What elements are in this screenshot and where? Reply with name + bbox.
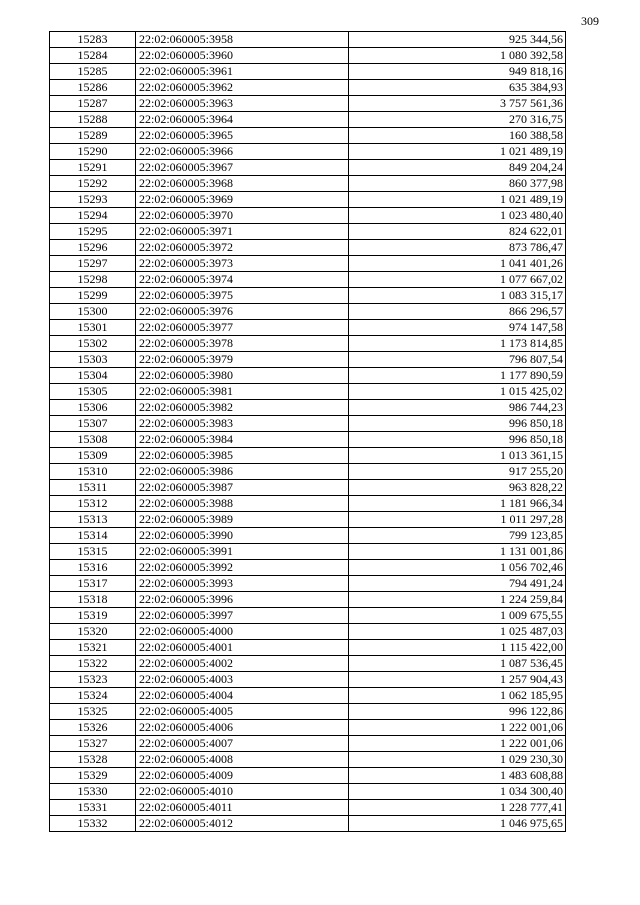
table-row xyxy=(50,304,566,320)
cadastral-number-cell: 22:02:060005:4011 xyxy=(136,800,349,816)
cadastral-number-cell: 22:02:060005:3962 xyxy=(136,80,349,96)
table-row xyxy=(50,272,566,288)
row-number-cell: 15307 xyxy=(50,416,136,432)
row-number-cell: 15320 xyxy=(50,624,136,640)
cadastral-value-cell: 1 115 422,00 xyxy=(349,640,566,656)
cadastral-value-cell: 1 021 489,19 xyxy=(349,192,566,208)
table-row xyxy=(50,208,566,224)
cadastral-value-cell: 3 757 561,36 xyxy=(349,96,566,112)
table-row xyxy=(50,496,566,512)
cadastral-number-cell: 22:02:060005:3985 xyxy=(136,448,349,464)
cadastral-number-cell: 22:02:060005:3990 xyxy=(136,528,349,544)
cadastral-value-cell: 974 147,58 xyxy=(349,320,566,336)
table-row xyxy=(50,80,566,96)
cadastral-number-cell: 22:02:060005:4004 xyxy=(136,688,349,704)
cadastral-value-cell: 160 388,58 xyxy=(349,128,566,144)
cadastral-number-cell: 22:02:060005:3979 xyxy=(136,352,349,368)
table-row xyxy=(50,784,566,800)
cadastral-number-cell: 22:02:060005:3960 xyxy=(136,48,349,64)
row-number-cell: 15329 xyxy=(50,768,136,784)
table-row xyxy=(50,128,566,144)
row-number-cell: 15297 xyxy=(50,256,136,272)
row-number-cell: 15301 xyxy=(50,320,136,336)
table-row xyxy=(50,752,566,768)
cadastral-value-cell: 925 344,56 xyxy=(349,32,566,48)
table-row xyxy=(50,640,566,656)
page-number: 309 xyxy=(581,14,599,28)
row-number-cell: 15288 xyxy=(50,112,136,128)
row-number-cell: 15332 xyxy=(50,816,136,832)
cadastral-value-cell: 1 062 185,95 xyxy=(349,688,566,704)
cadastral-value-cell: 996 850,18 xyxy=(349,416,566,432)
row-number-cell: 15292 xyxy=(50,176,136,192)
cadastral-number-cell: 22:02:060005:4005 xyxy=(136,704,349,720)
row-number-cell: 15309 xyxy=(50,448,136,464)
table-row xyxy=(50,240,566,256)
cadastral-value-cell: 1 013 361,15 xyxy=(349,448,566,464)
row-number-cell: 15285 xyxy=(50,64,136,80)
cadastral-number-cell: 22:02:060005:3976 xyxy=(136,304,349,320)
cadastral-number-cell: 22:02:060005:3986 xyxy=(136,464,349,480)
cadastral-value-cell: 1 222 001,06 xyxy=(349,736,566,752)
cadastral-number-cell: 22:02:060005:4002 xyxy=(136,656,349,672)
cadastral-number-cell: 22:02:060005:3989 xyxy=(136,512,349,528)
cadastral-value-cell: 1 222 001,06 xyxy=(349,720,566,736)
table-row xyxy=(50,320,566,336)
row-number-cell: 15299 xyxy=(50,288,136,304)
row-number-cell: 15296 xyxy=(50,240,136,256)
cadastral-number-cell: 22:02:060005:3966 xyxy=(136,144,349,160)
row-number-cell: 15315 xyxy=(50,544,136,560)
table-row xyxy=(50,336,566,352)
cadastral-number-cell: 22:02:060005:4009 xyxy=(136,768,349,784)
cadastral-number-cell: 22:02:060005:3963 xyxy=(136,96,349,112)
cadastral-number-cell: 22:02:060005:3987 xyxy=(136,480,349,496)
table-row xyxy=(50,720,566,736)
cadastral-number-cell: 22:02:060005:3974 xyxy=(136,272,349,288)
table-row xyxy=(50,816,566,832)
row-number-cell: 15311 xyxy=(50,480,136,496)
cadastral-number-cell: 22:02:060005:3972 xyxy=(136,240,349,256)
cadastral-number-cell: 22:02:060005:3984 xyxy=(136,432,349,448)
cadastral-number-cell: 22:02:060005:3970 xyxy=(136,208,349,224)
table-row xyxy=(50,160,566,176)
cadastral-value-cell: 1 131 001,86 xyxy=(349,544,566,560)
cadastral-value-cell: 270 316,75 xyxy=(349,112,566,128)
table-row xyxy=(50,48,566,64)
cadastral-value-cell: 860 377,98 xyxy=(349,176,566,192)
table-row xyxy=(50,576,566,592)
cadastral-value-cell: 1 483 608,88 xyxy=(349,768,566,784)
cadastral-value-cell: 1 029 230,30 xyxy=(349,752,566,768)
cadastral-value-cell: 963 828,22 xyxy=(349,480,566,496)
row-number-cell: 15312 xyxy=(50,496,136,512)
table-row xyxy=(50,144,566,160)
table-row xyxy=(50,480,566,496)
row-number-cell: 15284 xyxy=(50,48,136,64)
cadastral-value-cell: 1 257 904,43 xyxy=(349,672,566,688)
row-number-cell: 15313 xyxy=(50,512,136,528)
table-row xyxy=(50,608,566,624)
cadastral-value-cell: 1 011 297,28 xyxy=(349,512,566,528)
cadastral-number-cell: 22:02:060005:3993 xyxy=(136,576,349,592)
row-number-cell: 15300 xyxy=(50,304,136,320)
table-row xyxy=(50,224,566,240)
cadastral-value-cell: 1 009 675,55 xyxy=(349,608,566,624)
cadastral-number-cell: 22:02:060005:3973 xyxy=(136,256,349,272)
cadastral-value-cell: 1 021 489,19 xyxy=(349,144,566,160)
table-row xyxy=(50,256,566,272)
row-number-cell: 15322 xyxy=(50,656,136,672)
cadastral-number-cell: 22:02:060005:3997 xyxy=(136,608,349,624)
row-number-cell: 15324 xyxy=(50,688,136,704)
row-number-cell: 15287 xyxy=(50,96,136,112)
row-number-cell: 15325 xyxy=(50,704,136,720)
cadastral-number-cell: 22:02:060005:3983 xyxy=(136,416,349,432)
cadastral-number-cell: 22:02:060005:3991 xyxy=(136,544,349,560)
cadastral-value-cell: 1 015 425,02 xyxy=(349,384,566,400)
cadastral-value-cell: 1 083 315,17 xyxy=(349,288,566,304)
cadastral-number-cell: 22:02:060005:4000 xyxy=(136,624,349,640)
cadastral-number-cell: 22:02:060005:3980 xyxy=(136,368,349,384)
row-number-cell: 15317 xyxy=(50,576,136,592)
table-row xyxy=(50,192,566,208)
row-number-cell: 15314 xyxy=(50,528,136,544)
row-number-cell: 15319 xyxy=(50,608,136,624)
cadastral-number-cell: 22:02:060005:3977 xyxy=(136,320,349,336)
table-row xyxy=(50,448,566,464)
cadastral-value-cell: 635 384,93 xyxy=(349,80,566,96)
table-row xyxy=(50,368,566,384)
table-row xyxy=(50,560,566,576)
cadastral-value-cell: 986 744,23 xyxy=(349,400,566,416)
row-number-cell: 15331 xyxy=(50,800,136,816)
cadastral-number-cell: 22:02:060005:3996 xyxy=(136,592,349,608)
row-number-cell: 15290 xyxy=(50,144,136,160)
row-number-cell: 15286 xyxy=(50,80,136,96)
table-row xyxy=(50,800,566,816)
cadastral-value-cell: 794 491,24 xyxy=(349,576,566,592)
cadastral-value-cell: 799 123,85 xyxy=(349,528,566,544)
cadastral-number-cell: 22:02:060005:3975 xyxy=(136,288,349,304)
cadastral-number-cell: 22:02:060005:3961 xyxy=(136,64,349,80)
cadastral-number-cell: 22:02:060005:3969 xyxy=(136,192,349,208)
row-number-cell: 15306 xyxy=(50,400,136,416)
row-number-cell: 15291 xyxy=(50,160,136,176)
cadastral-value-cell: 866 296,57 xyxy=(349,304,566,320)
row-number-cell: 15305 xyxy=(50,384,136,400)
cadastral-number-cell: 22:02:060005:3967 xyxy=(136,160,349,176)
cadastral-value-cell: 917 255,20 xyxy=(349,464,566,480)
cadastral-value-cell: 1 046 975,65 xyxy=(349,816,566,832)
table-row xyxy=(50,384,566,400)
cadastral-value-cell: 1 041 401,26 xyxy=(349,256,566,272)
row-number-cell: 15321 xyxy=(50,640,136,656)
table-row xyxy=(50,688,566,704)
cadastral-value-cell: 849 204,24 xyxy=(349,160,566,176)
cadastral-number-cell: 22:02:060005:3964 xyxy=(136,112,349,128)
cadastral-number-cell: 22:02:060005:4007 xyxy=(136,736,349,752)
row-number-cell: 15328 xyxy=(50,752,136,768)
cadastral-value-cell: 1 034 300,40 xyxy=(349,784,566,800)
cadastral-number-cell: 22:02:060005:3971 xyxy=(136,224,349,240)
cadastral-number-cell: 22:02:060005:4001 xyxy=(136,640,349,656)
table-row xyxy=(50,400,566,416)
cadastral-value-cell: 949 818,16 xyxy=(349,64,566,80)
cadastral-value-cell: 824 622,01 xyxy=(349,224,566,240)
row-number-cell: 15283 xyxy=(50,32,136,48)
cadastral-value-cell: 996 122,86 xyxy=(349,704,566,720)
row-number-cell: 15293 xyxy=(50,192,136,208)
cadastral-number-cell: 22:02:060005:3958 xyxy=(136,32,349,48)
row-number-cell: 15310 xyxy=(50,464,136,480)
row-number-cell: 15316 xyxy=(50,560,136,576)
table-row xyxy=(50,64,566,80)
table-row xyxy=(50,624,566,640)
cadastral-number-cell: 22:02:060005:3981 xyxy=(136,384,349,400)
cadastral-number-cell: 22:02:060005:4006 xyxy=(136,720,349,736)
row-number-cell: 15298 xyxy=(50,272,136,288)
cadastral-number-cell: 22:02:060005:3968 xyxy=(136,176,349,192)
cadastral-number-cell: 22:02:060005:3965 xyxy=(136,128,349,144)
table-row xyxy=(50,592,566,608)
cadastral-value-cell: 1 023 480,40 xyxy=(349,208,566,224)
cadastral-number-cell: 22:02:060005:4012 xyxy=(136,816,349,832)
table-body xyxy=(50,32,566,832)
row-number-cell: 15330 xyxy=(50,784,136,800)
row-number-cell: 15318 xyxy=(50,592,136,608)
row-number-cell: 15302 xyxy=(50,336,136,352)
row-number-cell: 15295 xyxy=(50,224,136,240)
row-number-cell: 15303 xyxy=(50,352,136,368)
cadastral-value-table xyxy=(49,31,566,832)
cadastral-value-cell: 1 177 890,59 xyxy=(349,368,566,384)
row-number-cell: 15289 xyxy=(50,128,136,144)
row-number-cell: 15294 xyxy=(50,208,136,224)
cadastral-value-cell: 1 077 667,02 xyxy=(349,272,566,288)
table-row xyxy=(50,288,566,304)
cadastral-value-cell: 1 228 777,41 xyxy=(349,800,566,816)
table-row xyxy=(50,544,566,560)
row-number-cell: 15323 xyxy=(50,672,136,688)
table-row xyxy=(50,656,566,672)
table-row xyxy=(50,464,566,480)
table-row xyxy=(50,736,566,752)
cadastral-value-cell: 1 087 536,45 xyxy=(349,656,566,672)
table-row xyxy=(50,416,566,432)
cadastral-value-cell: 1 080 392,58 xyxy=(349,48,566,64)
row-number-cell: 15326 xyxy=(50,720,136,736)
table-row xyxy=(50,528,566,544)
table-row xyxy=(50,432,566,448)
table-row xyxy=(50,704,566,720)
cadastral-number-cell: 22:02:060005:3988 xyxy=(136,496,349,512)
cadastral-value-cell: 1 224 259,84 xyxy=(349,592,566,608)
table-row xyxy=(50,176,566,192)
cadastral-number-cell: 22:02:060005:4010 xyxy=(136,784,349,800)
cadastral-number-cell: 22:02:060005:4003 xyxy=(136,672,349,688)
table-row xyxy=(50,112,566,128)
cadastral-value-cell: 1 173 814,85 xyxy=(349,336,566,352)
row-number-cell: 15304 xyxy=(50,368,136,384)
table-row xyxy=(50,768,566,784)
row-number-cell: 15308 xyxy=(50,432,136,448)
cadastral-number-cell: 22:02:060005:3982 xyxy=(136,400,349,416)
cadastral-value-cell: 873 786,47 xyxy=(349,240,566,256)
cadastral-value-cell: 1 056 702,46 xyxy=(349,560,566,576)
row-number-cell: 15327 xyxy=(50,736,136,752)
cadastral-value-cell: 1 025 487,03 xyxy=(349,624,566,640)
cadastral-number-cell: 22:02:060005:4008 xyxy=(136,752,349,768)
cadastral-value-cell: 996 850,18 xyxy=(349,432,566,448)
table-row xyxy=(50,32,566,48)
table-row xyxy=(50,512,566,528)
table-row xyxy=(50,672,566,688)
cadastral-value-cell: 1 181 966,34 xyxy=(349,496,566,512)
cadastral-value-cell: 796 807,54 xyxy=(349,352,566,368)
cadastral-number-cell: 22:02:060005:3978 xyxy=(136,336,349,352)
table-row xyxy=(50,352,566,368)
table-row xyxy=(50,96,566,112)
cadastral-number-cell: 22:02:060005:3992 xyxy=(136,560,349,576)
